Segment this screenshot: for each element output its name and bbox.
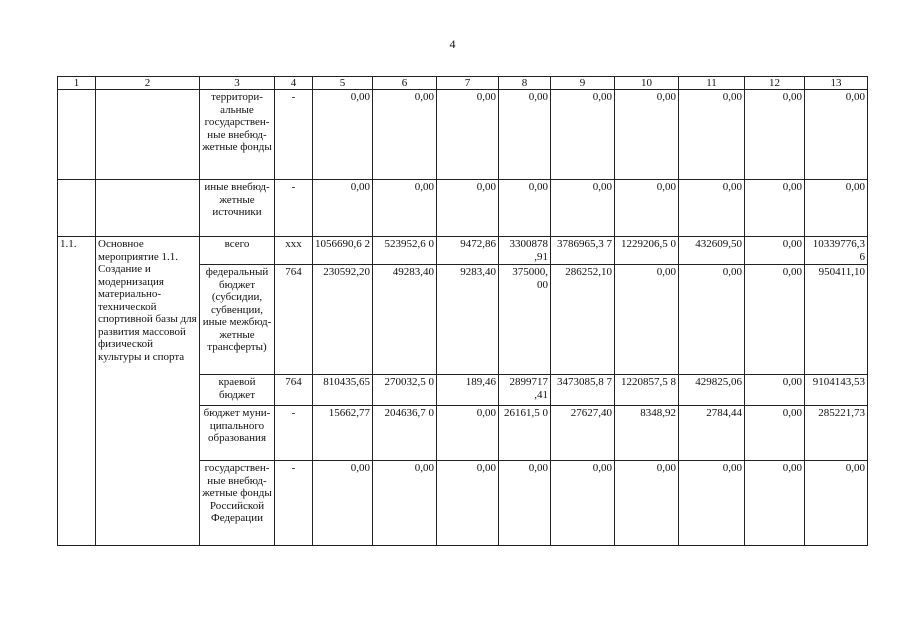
empty-cell — [58, 180, 96, 237]
value-cell: 26161,5 0 — [499, 406, 551, 461]
header-cell: 3 — [200, 77, 275, 90]
value-cell: 0,00 — [499, 90, 551, 180]
value-cell: 0,00 — [745, 237, 805, 265]
empty-cell — [96, 90, 200, 180]
header-cell: 5 — [313, 77, 373, 90]
value-cell: 0,00 — [679, 461, 745, 546]
value-cell: 0,00 — [745, 406, 805, 461]
header-cell: 4 — [275, 77, 313, 90]
header-cell: 6 — [373, 77, 437, 90]
value-cell: 10339776,3 6 — [805, 237, 868, 265]
value-cell: 1056690,6 2 — [313, 237, 373, 265]
value-cell: 0,00 — [805, 461, 868, 546]
measure-code: 1.1. — [58, 237, 96, 546]
empty-cell — [96, 180, 200, 237]
value-cell: 0,00 — [313, 461, 373, 546]
header-cell: 7 — [437, 77, 499, 90]
value-cell: 9104143,53 — [805, 375, 868, 406]
value-cell: 0,00 — [499, 461, 551, 546]
funding-source: всего — [200, 237, 275, 265]
value-cell: 0,00 — [313, 180, 373, 237]
value-cell: 0,00 — [745, 375, 805, 406]
value-cell: 0,00 — [805, 180, 868, 237]
empty-cell — [58, 90, 96, 180]
value-cell: 27627,40 — [551, 406, 615, 461]
value-cell: 2784,44 — [679, 406, 745, 461]
measure-name: Основное мероприятие 1.1. Создание и модернизация материально-технической спортивной базы для развития массовой физической культуры и спорта — [96, 237, 200, 546]
value-cell: 3473085,8 7 — [551, 375, 615, 406]
value-cell: 0,00 — [679, 180, 745, 237]
value-cell: 0,00 — [437, 180, 499, 237]
value-cell: 0,00 — [745, 265, 805, 375]
budget-code: 764 — [275, 375, 313, 406]
value-cell: 0,00 — [437, 90, 499, 180]
value-cell: 0,00 — [615, 90, 679, 180]
budget-code: 764 — [275, 265, 313, 375]
value-cell: 1229206,5 0 — [615, 237, 679, 265]
value-cell: 810435,65 — [313, 375, 373, 406]
page-number: 4 — [449, 37, 456, 51]
funding-source: территори-альные государствен-ные внебюд-жетные фонды — [200, 90, 275, 180]
value-cell: 9283,40 — [437, 265, 499, 375]
value-cell: 3786965,3 7 — [551, 237, 615, 265]
budget-table — [57, 76, 868, 546]
funding-source: бюджет муни-ципального образования — [200, 406, 275, 461]
value-cell: 429825,06 — [679, 375, 745, 406]
value-cell: 1220857,5 8 — [615, 375, 679, 406]
header-cell: 13 — [805, 77, 868, 90]
value-cell: 0,00 — [551, 461, 615, 546]
value-cell: 0,00 — [437, 461, 499, 546]
value-cell: 0,00 — [437, 406, 499, 461]
value-cell: 0,00 — [551, 90, 615, 180]
value-cell: 9472,86 — [437, 237, 499, 265]
value-cell: 0,00 — [373, 180, 437, 237]
value-cell: 285221,73 — [805, 406, 868, 461]
value-cell: 286252,10 — [551, 265, 615, 375]
value-cell: 0,00 — [615, 180, 679, 237]
header-cell: 8 — [499, 77, 551, 90]
value-cell: 0,00 — [373, 90, 437, 180]
budget-code: - — [275, 90, 313, 180]
table-row — [58, 90, 868, 180]
funding-source: государствен-ные внебюд-жетные фонды Российской Федерации — [200, 461, 275, 546]
value-cell: 0,00 — [805, 90, 868, 180]
value-cell: 204636,7 0 — [373, 406, 437, 461]
table-row — [58, 180, 868, 237]
value-cell: 2899717 ,41 — [499, 375, 551, 406]
value-cell: 230592,20 — [313, 265, 373, 375]
value-cell: 0,00 — [679, 90, 745, 180]
value-cell: 0,00 — [499, 180, 551, 237]
value-cell: 49283,40 — [373, 265, 437, 375]
value-cell: 0,00 — [373, 461, 437, 546]
column-number-row — [58, 77, 868, 90]
table-row — [58, 237, 868, 265]
value-cell: 8348,92 — [615, 406, 679, 461]
value-cell: 950411,10 — [805, 265, 868, 375]
value-cell: 523952,6 0 — [373, 237, 437, 265]
value-cell: 0,00 — [313, 90, 373, 180]
value-cell: 432609,50 — [679, 237, 745, 265]
header-cell: 10 — [615, 77, 679, 90]
funding-source: краевой бюджет — [200, 375, 275, 406]
value-cell: 375000, 00 — [499, 265, 551, 375]
header-cell: 9 — [551, 77, 615, 90]
value-cell: 0,00 — [745, 461, 805, 546]
header-cell: 2 — [96, 77, 200, 90]
value-cell: 0,00 — [615, 461, 679, 546]
budget-code: - — [275, 461, 313, 546]
value-cell: 189,46 — [437, 375, 499, 406]
value-cell: 270032,5 0 — [373, 375, 437, 406]
funding-source: иные внебюд-жетные источники — [200, 180, 275, 237]
budget-code: ххх — [275, 237, 313, 265]
value-cell: 0,00 — [615, 265, 679, 375]
header-cell: 12 — [745, 77, 805, 90]
value-cell: 0,00 — [745, 180, 805, 237]
value-cell: 15662,77 — [313, 406, 373, 461]
header-cell: 1 — [58, 77, 96, 90]
budget-code: - — [275, 180, 313, 237]
value-cell: 0,00 — [745, 90, 805, 180]
funding-source: федеральный бюджет (субсидии, субвенции, иные межбюд-жетные трансферты) — [200, 265, 275, 375]
value-cell: 0,00 — [679, 265, 745, 375]
budget-code: - — [275, 406, 313, 461]
header-cell: 11 — [679, 77, 745, 90]
value-cell: 0,00 — [551, 180, 615, 237]
value-cell: 3300878 ,91 — [499, 237, 551, 265]
